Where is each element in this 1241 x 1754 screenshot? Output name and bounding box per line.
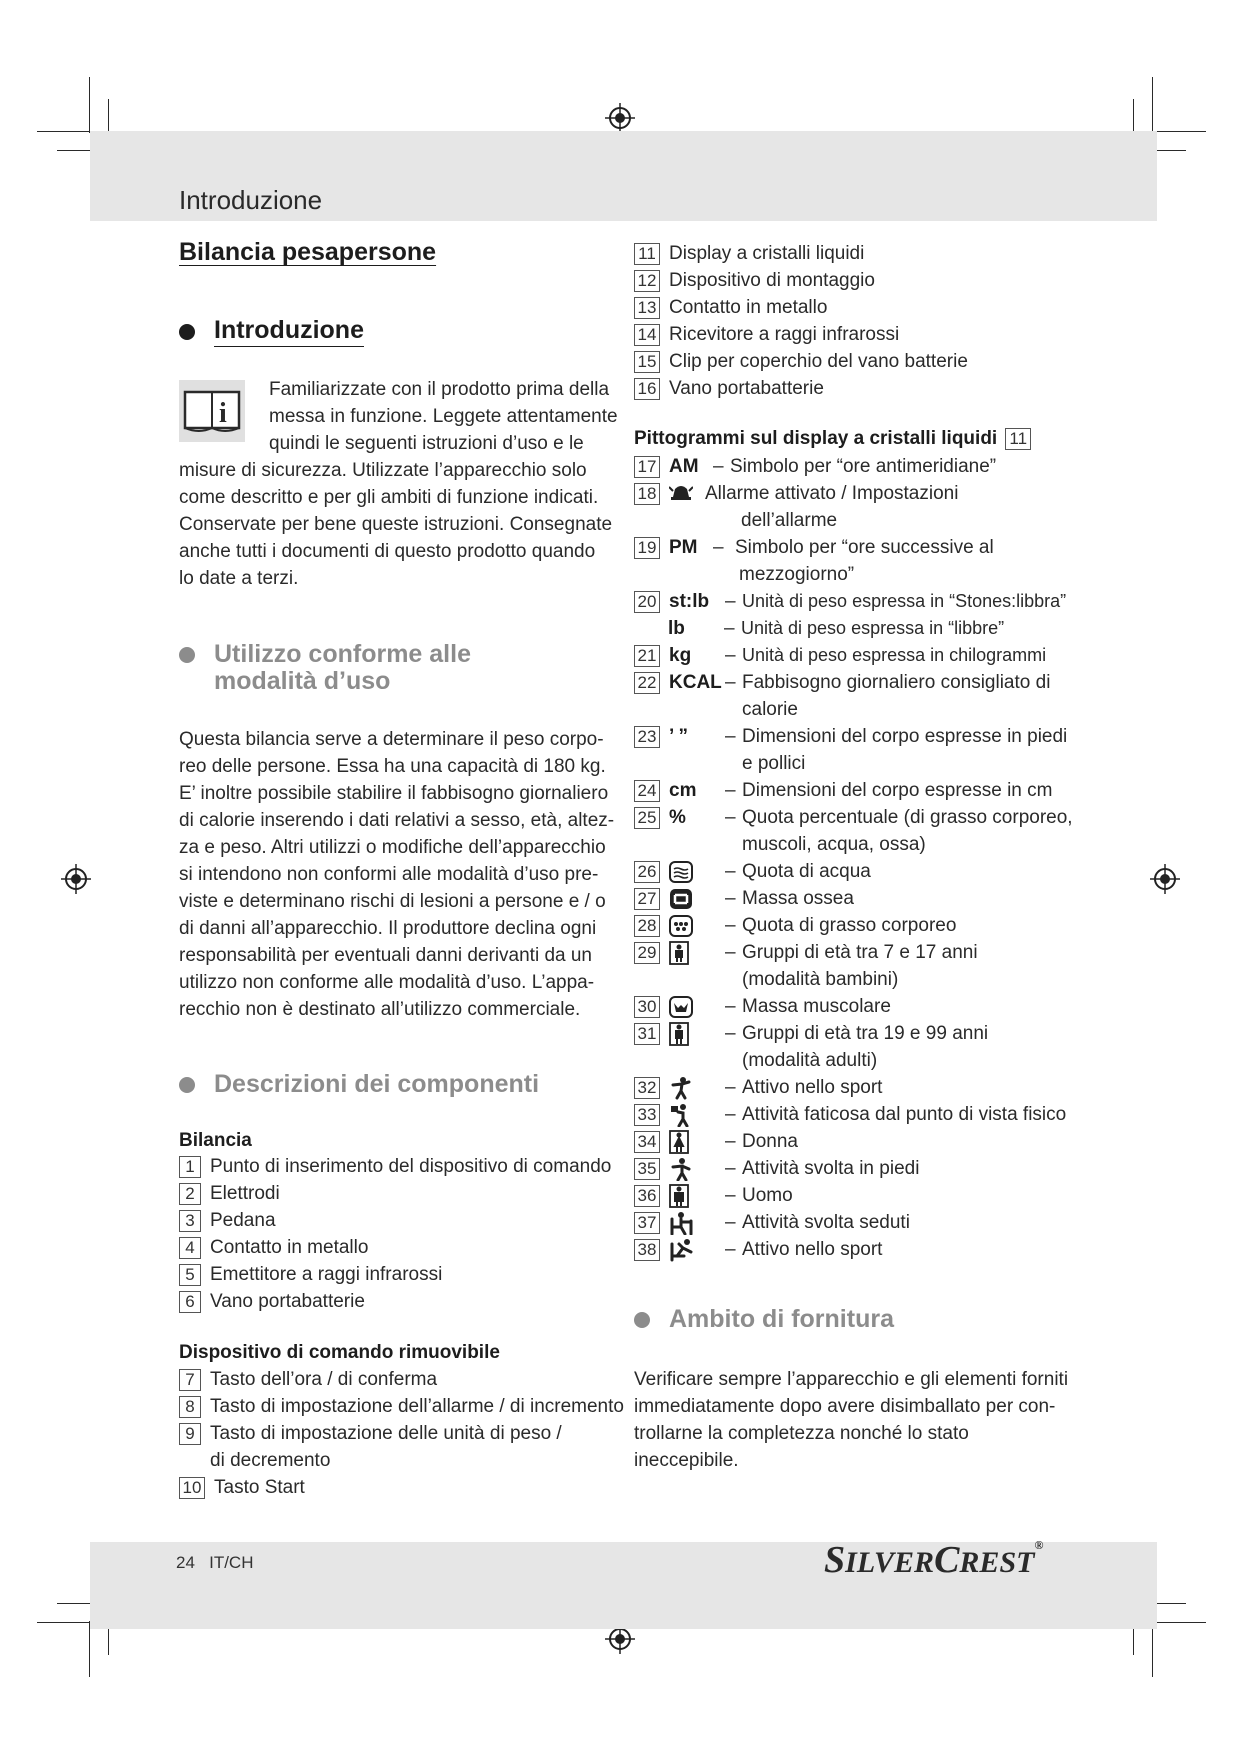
- adult-icon: [669, 1020, 725, 1047]
- bullet-icon: [179, 324, 195, 340]
- bullet-icon: [179, 647, 195, 663]
- pictogram-row: 37 – Attività svolta seduti: [634, 1209, 1074, 1236]
- pictogram-row: 32 – Attivo nello sport: [634, 1074, 1074, 1101]
- intro-heading: Introduzione: [179, 316, 364, 347]
- supply-paragraph: Verificare sempre l’apparecchio e gli elementi forniti immediatamente dopo avere disimballato per con- trollarne la completezza nonché lo stato ineccepibile.: [634, 1369, 1069, 1471]
- list-item: 15 Clip per coperchio del vano batterie: [634, 348, 1074, 375]
- pictogram-row: 36 – Uomo: [634, 1182, 1074, 1209]
- body-fat-icon: [669, 912, 725, 939]
- crop-mark: [1150, 131, 1206, 132]
- silvercrest-logo: SILVERCREST®: [824, 1538, 1044, 1581]
- list-item: 6 Vano portabatterie: [179, 1288, 639, 1315]
- alarm-bell-icon: [669, 480, 705, 507]
- pictogram-row: 21 kg – Unità di peso espressa in chilogrammi: [634, 642, 1074, 669]
- pictograms-list: [634, 453, 1074, 1263]
- pictogram-row: 25 % – Quota percentuale (di grasso corporeo, muscoli, acqua, ossa): [634, 804, 1074, 858]
- list-item: 14 Ricevitore a raggi infrarossi: [634, 321, 1074, 348]
- registration-mark-icon: [61, 864, 91, 894]
- pictogram-row: 31 – Gruppi di età tra 19 e 99 anni (modalità adulti): [634, 1020, 1074, 1074]
- pictogram-row: 20 st:lb – Unità di peso espressa in “Stones:libbra”: [634, 588, 1074, 615]
- list-item: 16 Vano portabatterie: [634, 375, 1074, 402]
- page-title: Bilancia pesapersone: [179, 238, 437, 266]
- seated-work-icon: [669, 1209, 725, 1236]
- pictogram-row: 30 – Massa muscolare: [634, 993, 1074, 1020]
- pictogram-row: lb – Unità di peso espressa in “libbre”: [668, 618, 1005, 639]
- bullet-icon: [634, 1312, 650, 1328]
- list-item: 11 Display a cristalli liquidi: [634, 240, 1074, 267]
- woman-icon: [669, 1128, 725, 1155]
- crop-mark: [89, 1621, 90, 1677]
- list-item: 3 Pedana: [179, 1207, 639, 1234]
- crop-mark: [37, 131, 93, 132]
- list-item: 2 Elettrodi: [179, 1180, 639, 1207]
- pictogram-row: 22 KCAL – Fabbisogno giornaliero consigliato di calorie: [634, 669, 1074, 723]
- list-item: 8 Tasto di impostazione dell’allarme / di incremento: [179, 1393, 639, 1420]
- list-item: 5 Emettitore a raggi infrarossi: [179, 1261, 639, 1288]
- pictogram-row: 23 ’ ” – Dimensioni del corpo espresse in piedi e pollici: [634, 723, 1074, 777]
- svg-text:i: i: [219, 398, 227, 429]
- pictogram-row: 18 Allarme attivato / Impostazioni dell’allarme: [634, 480, 1074, 534]
- use-heading: Utilizzo conforme alle modalità d’uso: [179, 641, 471, 695]
- crop-mark: [37, 1622, 93, 1623]
- heavy-work-icon: [669, 1101, 725, 1128]
- registration-mark-icon: [605, 103, 635, 133]
- supply-heading: Ambito di fornitura: [634, 1306, 894, 1333]
- crop-mark: [1152, 1621, 1153, 1677]
- list-item: 9 Tasto di impostazione delle unità di peso / di decremento: [179, 1420, 639, 1474]
- standing-work-icon: [669, 1155, 725, 1182]
- man-icon: [669, 1182, 725, 1209]
- pictogram-row: 34 – Donna: [634, 1128, 1074, 1155]
- bullet-icon: [179, 1077, 195, 1093]
- pictogram-row: 29 – Gruppi di età tra 7 e 17 anni (modalità bambini): [634, 939, 1074, 993]
- pictogram-row: 33 – Attività faticosa dal punto di vista fisico: [634, 1101, 1074, 1128]
- pictograms-heading: Pittogrammi sul display a cristalli liquidi 11: [634, 428, 1040, 450]
- device-list: [179, 1366, 639, 1501]
- registration-mark-icon: [1150, 864, 1180, 894]
- device-heading: Dispositivo di comando rimuovibile: [179, 1342, 500, 1363]
- pictogram-row: 28 – Quota di grasso corporeo: [634, 912, 1074, 939]
- exercise-icon: [669, 1236, 725, 1263]
- crop-mark: [1150, 1622, 1206, 1623]
- sport-icon: [669, 1074, 725, 1101]
- page-number: 24 IT/CH: [176, 1553, 254, 1572]
- bilancia-heading: Bilancia: [179, 1130, 252, 1151]
- list-item: 10 Tasto Start: [179, 1474, 639, 1501]
- list-item: 13 Contatto in metallo: [634, 294, 1074, 321]
- list-item: 7 Tasto dell’ora / di conferma: [179, 1366, 639, 1393]
- pictogram-row: 38 – Attivo nello sport: [634, 1236, 1074, 1263]
- use-paragraph: Questa bilancia serve a determinare il peso corpo- reo delle persone. Essa ha una capacità di 180 kg. E’ inoltre possibile stabilire il fabbisogno giornaliero di calorie inserendo i dati relativi a sesso, età, altez- za e peso. Altri utilizzi o modifiche dell’apparecchio si intendono non conformi alle modalità d’uso pre- viste e determinano rischi di lesioni a persone e / o di danni all’apparecchio. Il produttore declina ogni responsabilità per eventuali danni derivanti da un utilizzo non conforme alle modalità d’uso. L’appa- recchio non è destinato all’utilizzo commerciale.: [179, 729, 615, 1020]
- water-icon: [669, 858, 725, 885]
- bone-icon: [669, 885, 725, 912]
- child-icon: [669, 939, 725, 966]
- pictogram-row: 27 – Massa ossea: [634, 885, 1074, 912]
- list-item: 4 Contatto in metallo: [179, 1234, 639, 1261]
- bilancia-list: [179, 1153, 639, 1315]
- crop-mark: [1152, 77, 1153, 133]
- pictogram-row: 26 – Quota di acqua: [634, 858, 1074, 885]
- crop-mark: [89, 77, 90, 133]
- pictogram-row: 17 AM – Simbolo per “ore antimeridiane”: [634, 453, 1074, 480]
- pictogram-row: 19 PM – Simbolo per “ore successive al mezzogiorno”: [634, 534, 1074, 588]
- components-heading: Descrizioni dei componenti: [179, 1071, 539, 1098]
- intro-paragraph: Familiarizzate con il prodotto prima della messa in funzione. Leggete attentamente quindi le seguenti istruzioni d’uso e le misure di sicurezza. Utilizzate l’apparecchio solo come descritto e per gli ambiti di funzione indicati. Conservate per bene queste istruzioni. Consegnate anche tutti i documenti di questo prodotto quando lo date a terzi.: [179, 379, 618, 589]
- crop-mark: [57, 150, 93, 151]
- muscle-icon: [669, 993, 725, 1020]
- list-item: 12 Dispositivo di montaggio: [634, 267, 1074, 294]
- crop-mark: [57, 1603, 93, 1604]
- list-item: 1 Punto di inserimento del dispositivo di comando: [179, 1153, 639, 1180]
- components-list-continued: [634, 240, 1074, 402]
- section-title: Introduzione: [179, 185, 323, 215]
- pictogram-row: 35 – Attività svolta in piedi: [634, 1155, 1074, 1182]
- pictogram-row: 24 cm – Dimensioni del corpo espresse in cm: [634, 777, 1074, 804]
